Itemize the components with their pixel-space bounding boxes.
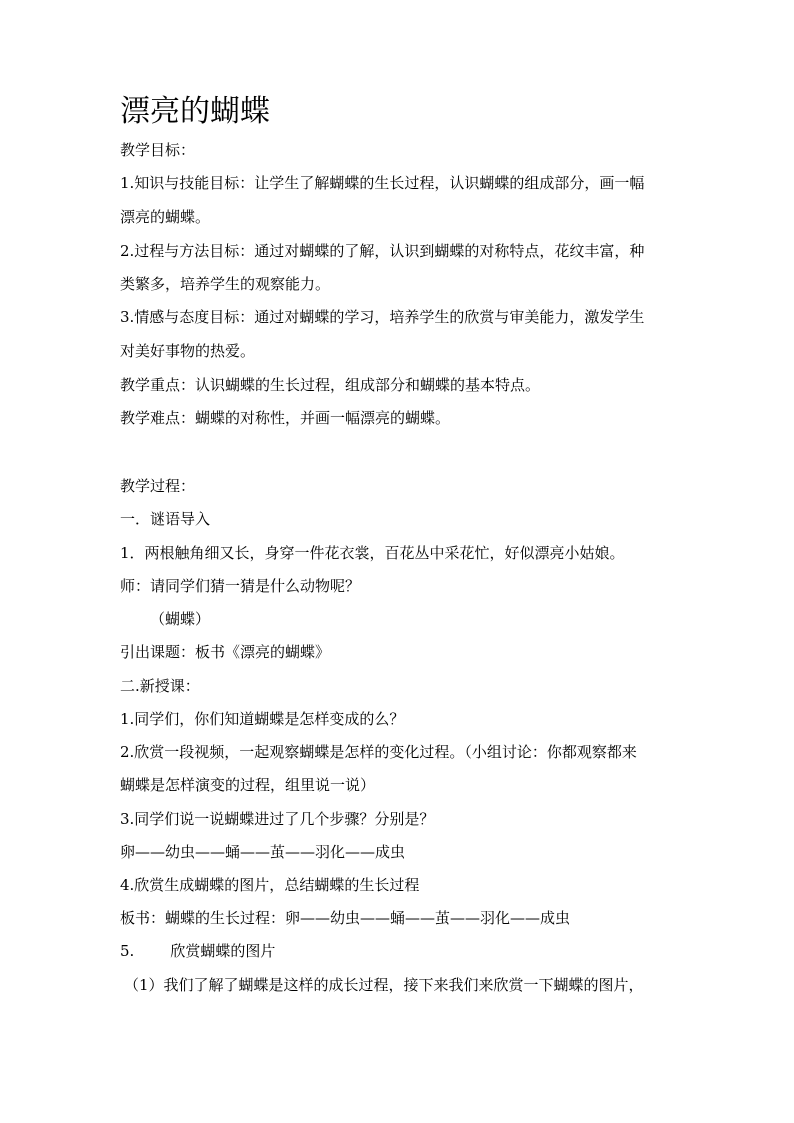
text-line-goal-2-cont: 类繁多，培养学生的观察能力。 [120,275,331,293]
text-line-goal-3-cont: 对美好事物的热爱。 [120,342,256,360]
text-line-step-5 [120,941,275,961]
step-5-number: 5. [120,942,135,960]
text-line-step-3: 3.同学们说一说蝴蝶进过了几个步骤？分别是？ [120,810,435,828]
text-line-key-points: 教学重点：认识蝴蝶的生长过程，组成部分和蝴蝶的基本特点。 [120,376,541,394]
text-line-goal-2: 2.过程与方法目标：通过对蝴蝶的了解，认识到蝴蝶的对称特点，花纹丰富，种 [120,242,645,260]
text-line-goal-1-cont: 漂亮的蝴蝶。 [120,208,211,226]
text-line-answer: （蝴蝶） [150,610,211,628]
text-line-step-2-cont: 蝴蝶是怎样演变的过程，组里说一说） [120,776,376,794]
text-line-goal-1: 1.知识与技能目标：让学生了解蝴蝶的生长过程，认识蝴蝶的组成部分，画一幅 [120,174,645,192]
text-line-step-5-1: （1）我们了解了蝴蝶是这样的成长过程，接下来我们来欣赏一下蝴蝶的图片， [124,976,644,994]
text-line-growth-stages: 卵——幼虫——蛹——茧——羽化——成虫 [120,843,406,861]
text-line-riddle: 1．两根触角细又长，身穿一件花衣裳，百花丛中采花忙，好似漂亮小姑娘。 [120,544,625,562]
text-line-step-2: 2.欣赏一段视频，一起观察蝴蝶是怎样的变化过程。（小组讨论：你都观察都来 [120,743,637,761]
text-line-difficult-points: 教学难点：蝴蝶的对称性，并画一幅漂亮的蝴蝶。 [120,409,451,427]
text-line-teaching-process: 教学过程： [120,477,196,495]
text-line-board-writing: 板书：蝴蝶的生长过程：卵——幼虫——蛹——茧——羽化——成虫 [120,909,571,927]
text-line-teacher-question: 师：请同学们猜一猜是什么动物呢？ [120,577,361,595]
document-title: 漂亮的蝴蝶 [120,94,270,129]
text-line-teaching-goals: 教学目标： [120,141,196,159]
text-line-goal-3: 3.情感与态度目标：通过对蝴蝶的学习，培养学生的欣赏与审美能力，激发学生 [120,308,645,326]
text-line-step-1: 1.同学们，你们知道蝴蝶是怎样变成的么？ [120,710,405,728]
text-line-lesson-title: 引出课题：板书《漂亮的蝴蝶》 [120,643,331,661]
text-line-section-2: 二.新授课： [120,677,200,695]
text-line-step-4: 4.欣赏生成蝴蝶的图片，总结蝴蝶的生长过程 [120,876,420,894]
text-line-section-1: 一．谜语导入 [120,510,211,528]
step-5-text: 欣赏蝴蝶的图片 [170,942,276,960]
